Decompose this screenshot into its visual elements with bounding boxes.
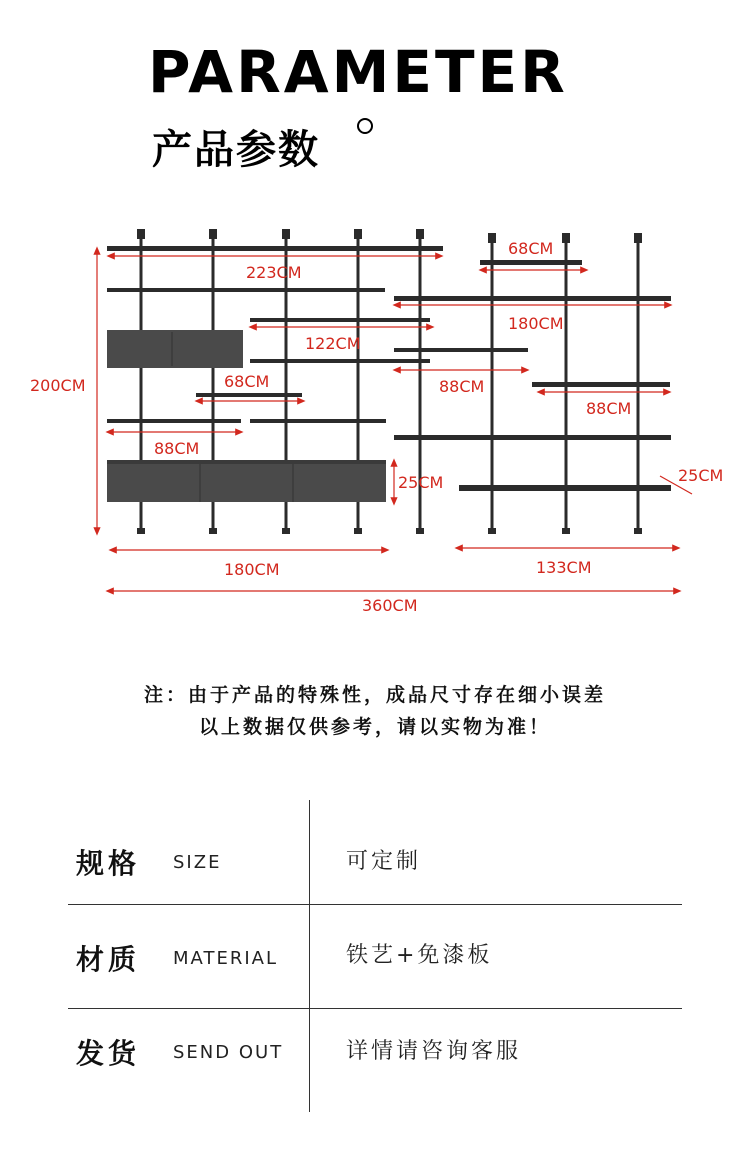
page-title-en: PARAMETER: [148, 38, 568, 106]
dim-133: 133CM: [536, 558, 592, 577]
dim-360: 360CM: [362, 596, 418, 615]
spec-value: 可定制: [346, 849, 422, 874]
dim-25-mid: 25CM: [398, 473, 444, 492]
page-title-zh: 产品参数: [152, 127, 320, 173]
upper-cabinet: [107, 330, 243, 368]
dim-180-bottom: 180CM: [224, 560, 280, 579]
dim-68-top: 68CM: [508, 239, 554, 258]
spec-row-size: [68, 800, 682, 904]
dim-25-right: 25CM: [678, 466, 724, 485]
spec-row-shipping: [68, 1008, 682, 1112]
spec-label-zh: 规格: [76, 847, 141, 880]
spec-label-en: MATERIAL: [173, 948, 278, 969]
dim-200: 200CM: [30, 376, 86, 395]
spec-row-material: [68, 904, 682, 1008]
spec-value: 详情请咨询客服: [346, 1039, 522, 1064]
dim-88-left: 88CM: [154, 439, 200, 458]
dim-88-right: 88CM: [586, 399, 632, 418]
dim-122: 122CM: [305, 334, 361, 353]
dim-88-mid: 88CM: [439, 377, 485, 396]
dim-68-left: 68CM: [224, 372, 270, 391]
disclaimer-line-1: 注：由于产品的特殊性，成品尺寸存在细小误差: [143, 684, 606, 706]
spec-value: 铁艺+免漆板: [346, 943, 493, 968]
spec-label-en: SIZE: [173, 852, 222, 873]
dim-180-top: 180CM: [508, 314, 564, 333]
spec-label-en: SEND OUT: [173, 1042, 284, 1063]
dimension-labels: [30, 239, 723, 615]
spec-label-zh: 材质: [76, 943, 141, 976]
spec-label-zh: 发货: [76, 1037, 141, 1070]
dim-223: 223CM: [246, 263, 302, 282]
disclaimer-line-2: 以上数据仅供参考，请以实物为准！: [198, 716, 551, 738]
lower-cabinet: [107, 460, 386, 502]
spec-table: [68, 800, 682, 1112]
